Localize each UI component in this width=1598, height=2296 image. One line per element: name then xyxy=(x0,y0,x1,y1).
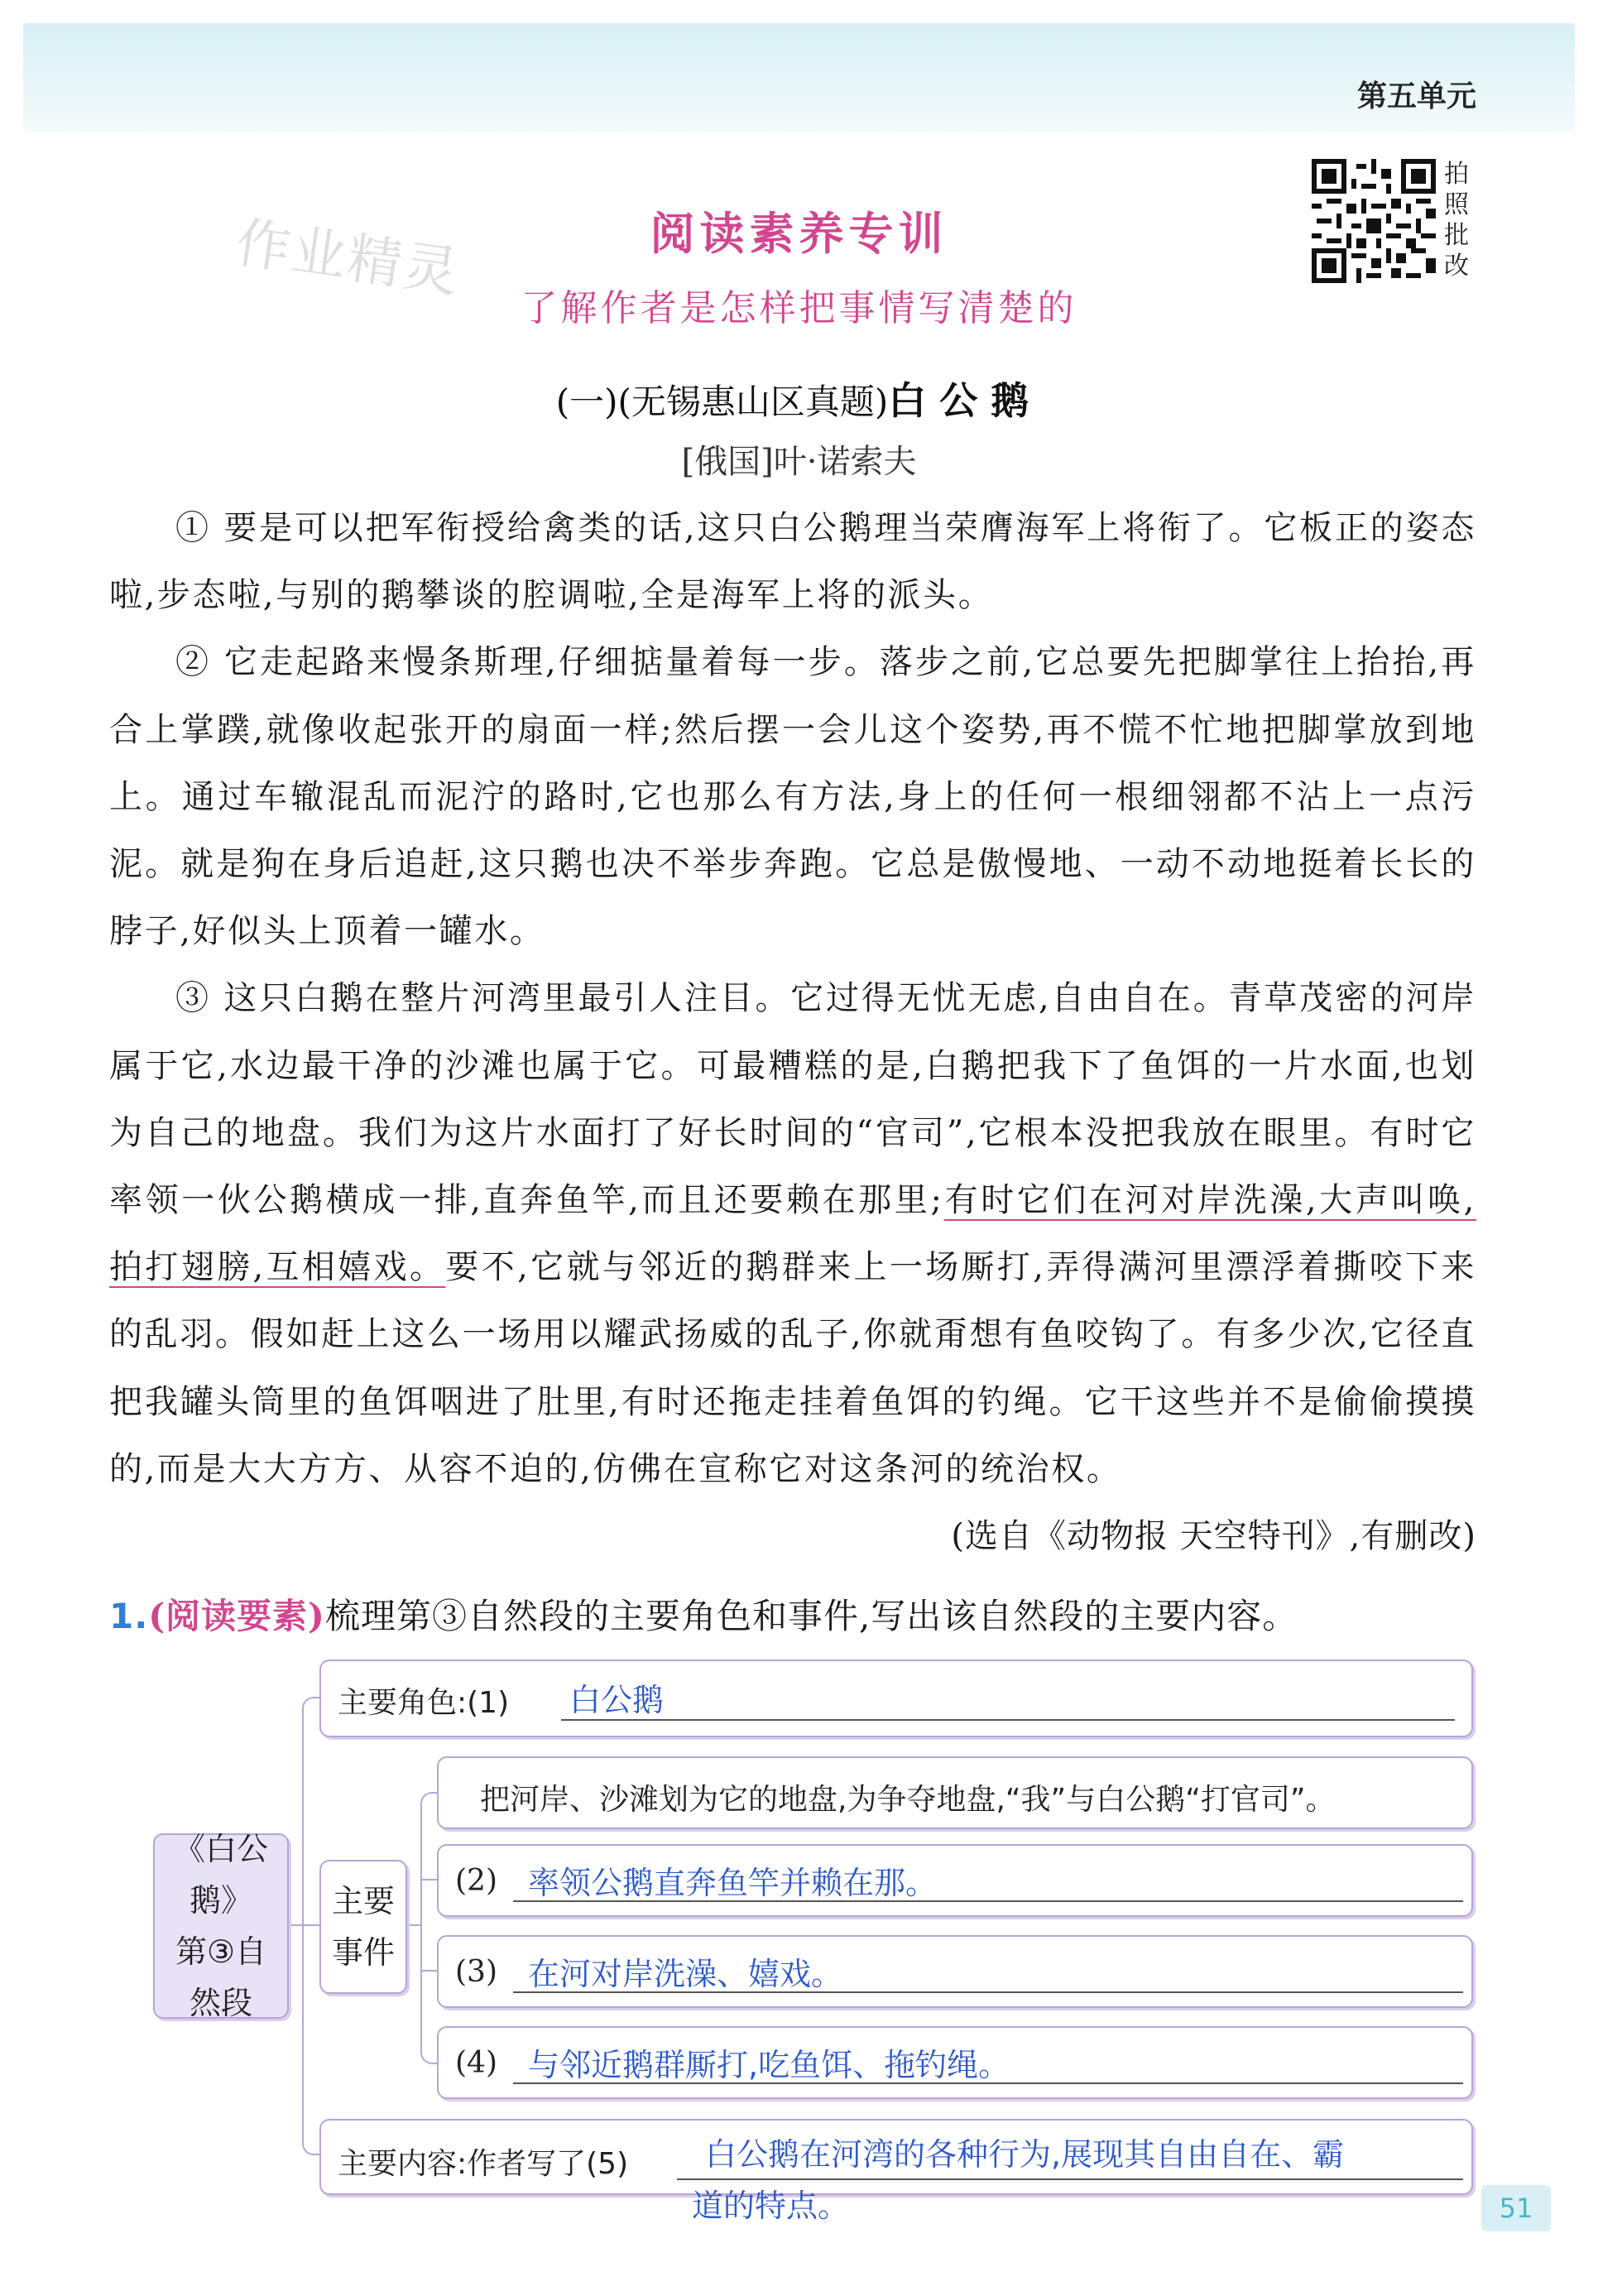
event-4-label: (4) xyxy=(455,2046,497,2080)
event-3-label: (3) xyxy=(455,1955,497,1989)
page-number: 51 xyxy=(1481,2185,1551,2231)
unit-label: 第五单元 xyxy=(1357,79,1477,113)
underlined-sentence: 有时它们在河对岸洗澡,大声叫唤,拍打翅膀,互相嬉戏。 xyxy=(109,1181,1477,1287)
event-1-text: 把河岸、沙滩划为它的地盘,为争夺地盘,“我”与白公鹅“打官司”。 xyxy=(480,1783,1336,1817)
role-label: 主要角色:(1) xyxy=(338,1686,510,1720)
question-text: 梳理第③自然段的主要角色和事件,写出该自然段的主要内容。 xyxy=(324,1596,1298,1636)
events-label-line: 主要 xyxy=(331,1883,395,1919)
passage-name: 白公鹅 xyxy=(888,378,1043,423)
passage-title xyxy=(0,371,1598,425)
event-row-3 xyxy=(437,1935,1473,2008)
passage-source: (选自《动物报 天空特刊》,有删改) xyxy=(951,1517,1476,1556)
root-line: 第③自 xyxy=(175,1933,267,1970)
connector xyxy=(420,1879,437,1881)
article-body xyxy=(109,495,1476,1570)
qr-caption-char: 拍 xyxy=(1444,160,1469,189)
content-answer-line-1[interactable]: 白公鹅在河湾的各种行为,展现其自由自在、霸 xyxy=(705,2136,1345,2173)
event-row-2 xyxy=(437,1844,1473,1917)
content-answer-line-2[interactable]: 道的特点。 xyxy=(692,2188,850,2224)
event-2-label: (2) xyxy=(455,1864,497,1898)
event-row-1 xyxy=(437,1756,1473,1829)
connector-bracket xyxy=(420,1792,439,2064)
page-subtitle: 了解作者是怎样把事情写清楚的 xyxy=(521,287,1077,329)
content-label: 主要内容:作者写了(5) xyxy=(338,2147,629,2181)
connector xyxy=(420,1970,437,1972)
question-1 xyxy=(109,1589,1298,1639)
role-row xyxy=(319,1660,1473,1737)
paragraph-3-part-b: 要不,它就与邻近的鹅群来上一场厮打,弄得满河里漂浮着撕咬下来的乱羽。假如赶上这么一场用以耀武扬威的乱子,你就甭想有鱼咬钩了。有多少次,它径直把我罐头筒里的鱼饵咽进了肚里,有时还拖走挂着鱼饵的钓绳。它干这些并不是偷偷摸摸的,而是大大方方、从容不迫的,仿佛在宣称它对这条河的统治权。 xyxy=(109,1248,1476,1488)
content-row xyxy=(319,2119,1473,2195)
question-tag: (阅读要素) xyxy=(148,1596,325,1636)
watermark: 作业精灵 xyxy=(232,210,464,305)
event-3-answer[interactable]: 在河对岸洗澡、嬉戏。 xyxy=(528,1956,843,1992)
page-title: 阅读素养专训 xyxy=(650,208,948,260)
paragraph-1: ① 要是可以把军衔授给禽类的话,这只白公鹅理当荣膺海军上将衔了。它板正的姿态啦,步态啦,与别的鹅攀谈的腔调啦,全是海军上将的派头。 xyxy=(109,509,1476,615)
events-label xyxy=(319,1860,407,1994)
answer-line xyxy=(561,1719,1455,1721)
root-line: 《白公鹅》 xyxy=(173,1831,268,1919)
role-answer[interactable]: 白公鹅 xyxy=(569,1682,665,1718)
qr-caption-char: 批 xyxy=(1444,221,1469,250)
paragraph-3 xyxy=(109,965,1477,1556)
event-4-answer[interactable]: 与邻近鹅群厮打,吃鱼饵、拖钓绳。 xyxy=(528,2047,1010,2083)
passage-author: [俄国]叶·诺索夫 xyxy=(681,443,917,481)
event-row-4 xyxy=(437,2026,1473,2099)
qr-caption-char: 改 xyxy=(1444,252,1469,281)
question-number: 1. xyxy=(109,1596,149,1636)
events-label-line: 事件 xyxy=(331,1934,395,1971)
diagram-root xyxy=(153,1833,289,2019)
paragraph-2: ② 它走起路来慢条斯理,仔细掂量着每一步。落步之前,它总要先把脚掌往上抬抬,再合上掌蹼,就像收起张开的扇面一样;然后摆一会儿这个姿势,再不慌不忙地把脚掌放到地上。通过车辙混乱而泥泞的路时,它也那么有方法,身上的任何一根细翎都不沾上一点污泥。就是狗在身后追赶,这只鹅也决不举步奔跑。它总是傲慢地、一动不动地挺着长长的脖子,好似头上顶着一罐水。 xyxy=(109,643,1476,951)
root-line: 然段 xyxy=(189,1985,252,2021)
event-2-answer[interactable]: 率领公鹅直奔鱼竿并赖在那。 xyxy=(528,1865,938,1901)
passage-source-prefix: (一)(无锡惠山区真题) xyxy=(555,382,889,422)
header-band xyxy=(23,23,1575,132)
connector-bracket xyxy=(302,1697,321,2155)
qr-caption-char: 照 xyxy=(1444,190,1469,219)
paragraph-3-part-a: ③ 这只白鹅在整片河湾里最引人注目。它过得无忧无虑,自由自在。青草茂密的河岸属于它,水边最干净的沙滩也属于它。可最糟糕的是,白鹅把我下了鱼饵的一片水面,也划为自己的地盘。我们为这片水面打了好长时间的“官司”,它根本没把我放在眼里。有时它率领一伙公鹅横成一排,直奔鱼竿,而且还要赖在那里; xyxy=(109,979,1476,1220)
